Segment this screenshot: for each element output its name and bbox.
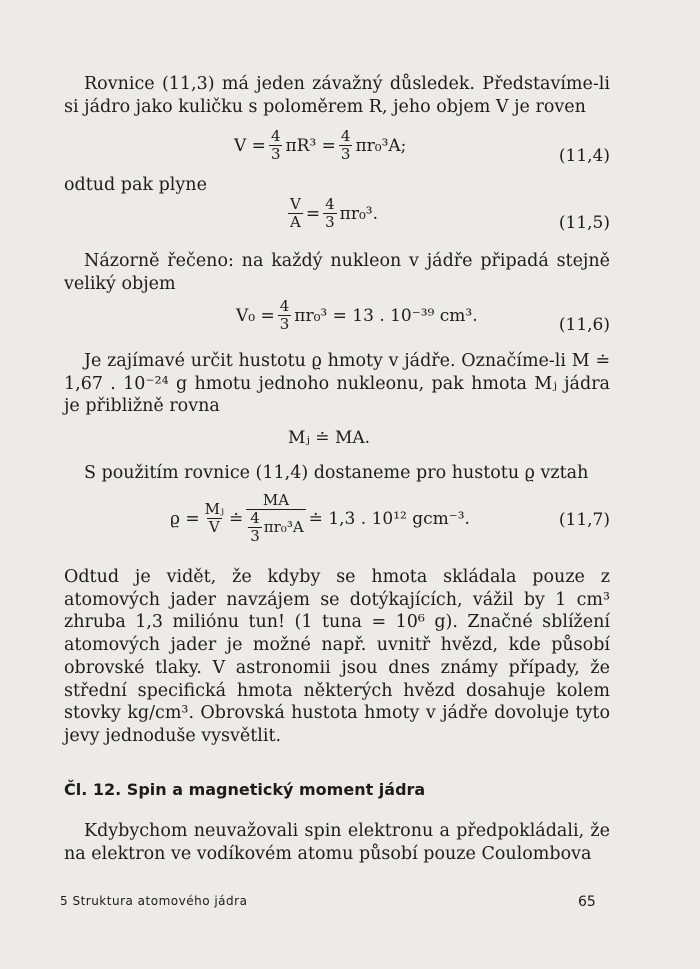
footer-chapter: 5 Struktura atomového jádra [60, 894, 248, 908]
equation-number: (11,4) [558, 146, 610, 166]
equation-number: (11,7) [558, 510, 610, 530]
fraction: $\frac{\text{Mⱼ}}{V}$ [204, 500, 224, 536]
fraction: $\frac{4}{3}$ [340, 127, 351, 163]
eq-text: πr₀³ = 13 . 10⁻³⁹ cm³. [294, 305, 478, 326]
page-number: 65 [578, 894, 596, 910]
equation-11-5 [285, 196, 378, 231]
paragraph-5: S použitím rovnice (11,4) dostaneme pro hustotu ϱ vztah [84, 463, 589, 483]
eq-text: V₀ = [236, 305, 275, 326]
eq-text: πr₀³. [339, 203, 378, 224]
paragraph-4: Je zajímavé určit hustotu ϱ hmoty v jádře. Označíme-li M ≐ 1,67 . 10⁻²⁴ g hmotu jednoho nukleonu, pak hmota Mⱼ jádra je přibližně rovna [64, 351, 610, 417]
equation-mj [288, 428, 370, 448]
fraction: $\frac{4}{3}$ [250, 509, 260, 545]
eq-text: ≐ [228, 508, 244, 529]
paragraph-7: Kdybychom neuvažovali spin elektronu a předpokládali, že na elektron ve vodíkovém atomu působí pouze Coulombova [64, 821, 610, 864]
eq-text: πr₀³A; [355, 135, 407, 156]
fraction: $\frac{4}{3}$ [279, 297, 290, 333]
paragraph-6: Odtud je vidět, že kdyby se hmota skládala pouze z atomových jader navzájem se dotýkajících, vážil by 1 cm³ zhruba 1,3 miliónu tun! (1 tuna = 10⁶ g). Značné sblížení atomových jader je možné např. uvnitř hvězd, kde působí obrovské tlaky. V astronomii jsou dnes známy případy, že střední specifická hmota některých hvězd dosahuje kolem stovky kg/cm³. Obrovská hustota hmoty v jádře dovoluje tyto jevy jednoduše vysvětlit. [64, 567, 610, 746]
fraction: $\frac{V}{A}$ [290, 195, 301, 231]
fraction: MA $\frac{4}{3}$ πr₀³A [246, 492, 305, 545]
section-heading: Čl. 12. Spin a magnetický moment jádra [64, 780, 426, 799]
eq-text: Mⱼ ≐ MA. [288, 428, 371, 448]
equation-11-7 [170, 492, 470, 545]
equation-number: (11,6) [558, 315, 610, 335]
paragraph-1: Rovnice (11,3) má jeden závažný důsledek. Představíme-li si jádro jako kuličku s poloměrem R, jeho objem V je roven [64, 74, 610, 117]
fraction: $\frac{4}{3}$ [270, 127, 281, 163]
eq-text: πr₀³A [263, 518, 304, 536]
equation-number: (11,5) [558, 213, 610, 233]
equation-11-6 [236, 298, 478, 333]
eq-text: ϱ = [170, 508, 200, 529]
fraction: $\frac{4}{3}$ [325, 195, 335, 231]
equation-11-4 [234, 128, 406, 163]
eq-text: = [305, 203, 321, 224]
eq-text: ≐ 1,3 . 10¹² gcm⁻³. [308, 508, 470, 529]
eq-text: V = [234, 135, 266, 156]
paragraph-3: Názorně řečeno: na každý nukleon v jádře připadá stejně veliký objem [64, 251, 610, 294]
eq-text: πR³ = [285, 135, 336, 156]
paragraph-2: odtud pak plyne [64, 175, 207, 195]
